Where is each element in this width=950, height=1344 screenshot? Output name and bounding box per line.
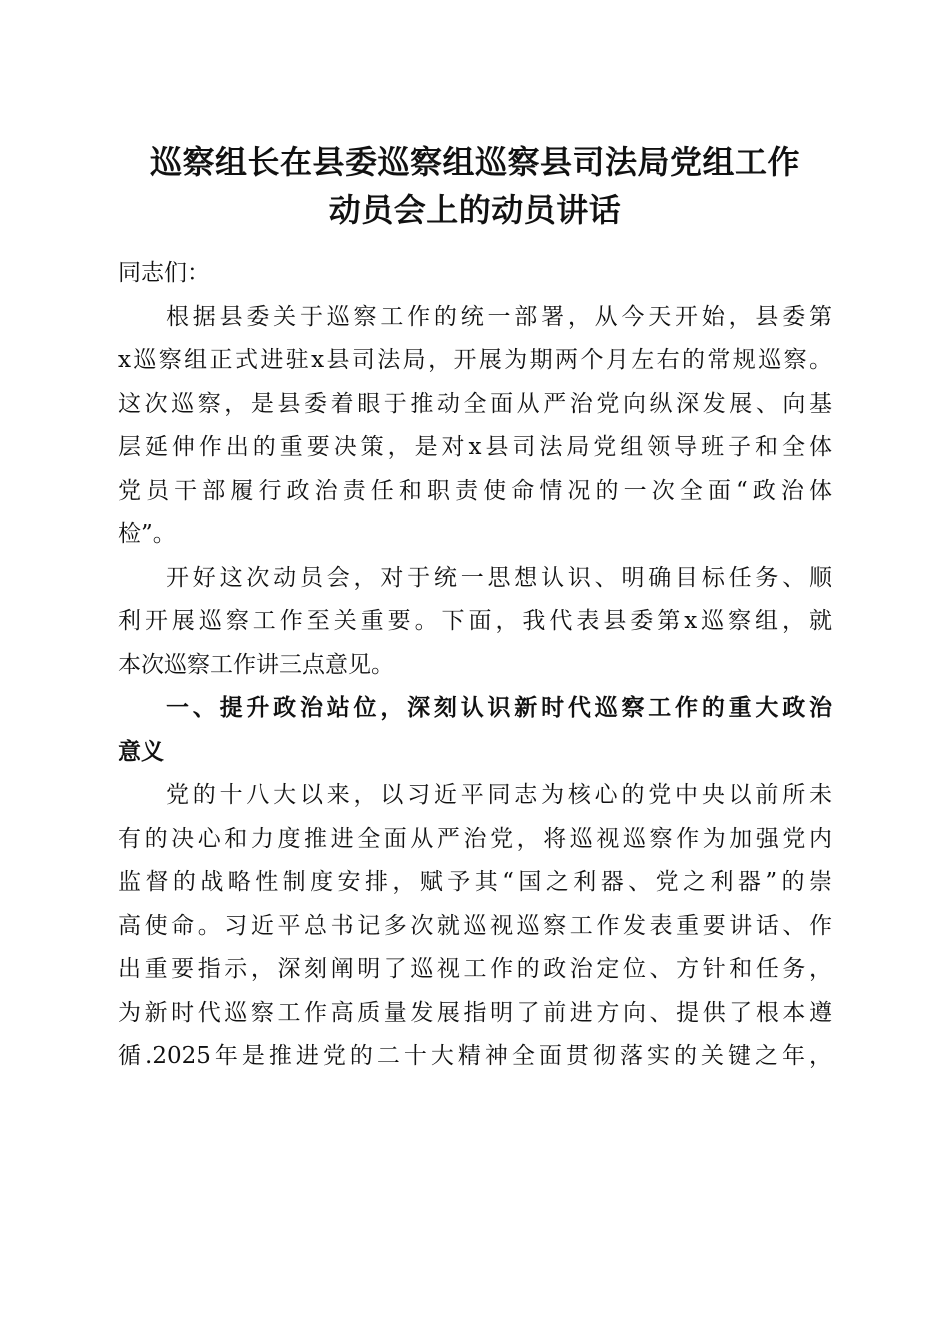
paragraph-2 bbox=[118, 557, 832, 688]
paragraph-line: 监督的战略性制度安排，赋予其“国之利器、党之利器”的崇 bbox=[118, 869, 832, 895]
paragraph-line: 开好这次动员会，对于统一思想认识、明确目标任务、顺 bbox=[166, 564, 832, 591]
heading-line: 一、提升政治站位，深刻认识新时代巡察工作的重大政治 bbox=[166, 695, 832, 721]
paragraph-line: 根据县委关于巡察工作的统一部署，从今天开始，县委第 bbox=[166, 303, 832, 330]
paragraph-3 bbox=[118, 774, 832, 1079]
paragraph-line: 为新时代巡察工作高质量发展指明了前进方向、提供了根本遵 bbox=[118, 999, 832, 1026]
paragraph-line: 出重要指示，深刻阐明了巡视工作的政治定位、方针和任务， bbox=[118, 956, 832, 982]
title-line-2: 动员会上的动员讲话 bbox=[328, 191, 622, 229]
paragraph-line: 利开展巡察工作至关重要。下面，我代表县委第x巡察组，就 bbox=[118, 608, 832, 634]
section-heading-1 bbox=[118, 687, 832, 774]
paragraph-line: 党员干部履行政治责任和职责使命情况的一次全面“政治体 bbox=[118, 477, 832, 504]
paragraph-line: 有的决心和力度推进全面从严治党，将巡视巡察作为加强党内 bbox=[118, 825, 832, 852]
paragraph-line: 循.2025年是推进党的二十大精神全面贯彻落实的关键之年， bbox=[118, 1043, 832, 1069]
document-title bbox=[100, 138, 850, 234]
paragraph-1 bbox=[118, 296, 832, 557]
paragraph-line: 本次巡察工作讲三点意见。 bbox=[118, 651, 394, 678]
paragraph-line: 检”。 bbox=[118, 521, 176, 547]
paragraph-line: 这次巡察，是县委着眼于推动全面从严治党向纵深发展、向基 bbox=[118, 390, 832, 417]
paragraph-line: x巡察组正式进驻x县司法局，开展为期两个月左右的常规巡察。 bbox=[118, 347, 832, 373]
salutation: 同志们： bbox=[118, 260, 210, 286]
paragraph-line: 高使命。习近平总书记多次就巡视巡察工作发表重要讲话、作 bbox=[118, 912, 832, 939]
title-line-1: 巡察组长在县委巡察组巡察县司法局党组工作 bbox=[149, 143, 800, 181]
document-body bbox=[118, 252, 832, 1079]
paragraph-line: 层延伸作出的重要决策，是对x县司法局党组领导班子和全体 bbox=[118, 434, 832, 460]
heading-line: 意义 bbox=[118, 738, 164, 765]
paragraph-line: 党的十八大以来，以习近平同志为核心的党中央以前所未 bbox=[166, 782, 832, 808]
